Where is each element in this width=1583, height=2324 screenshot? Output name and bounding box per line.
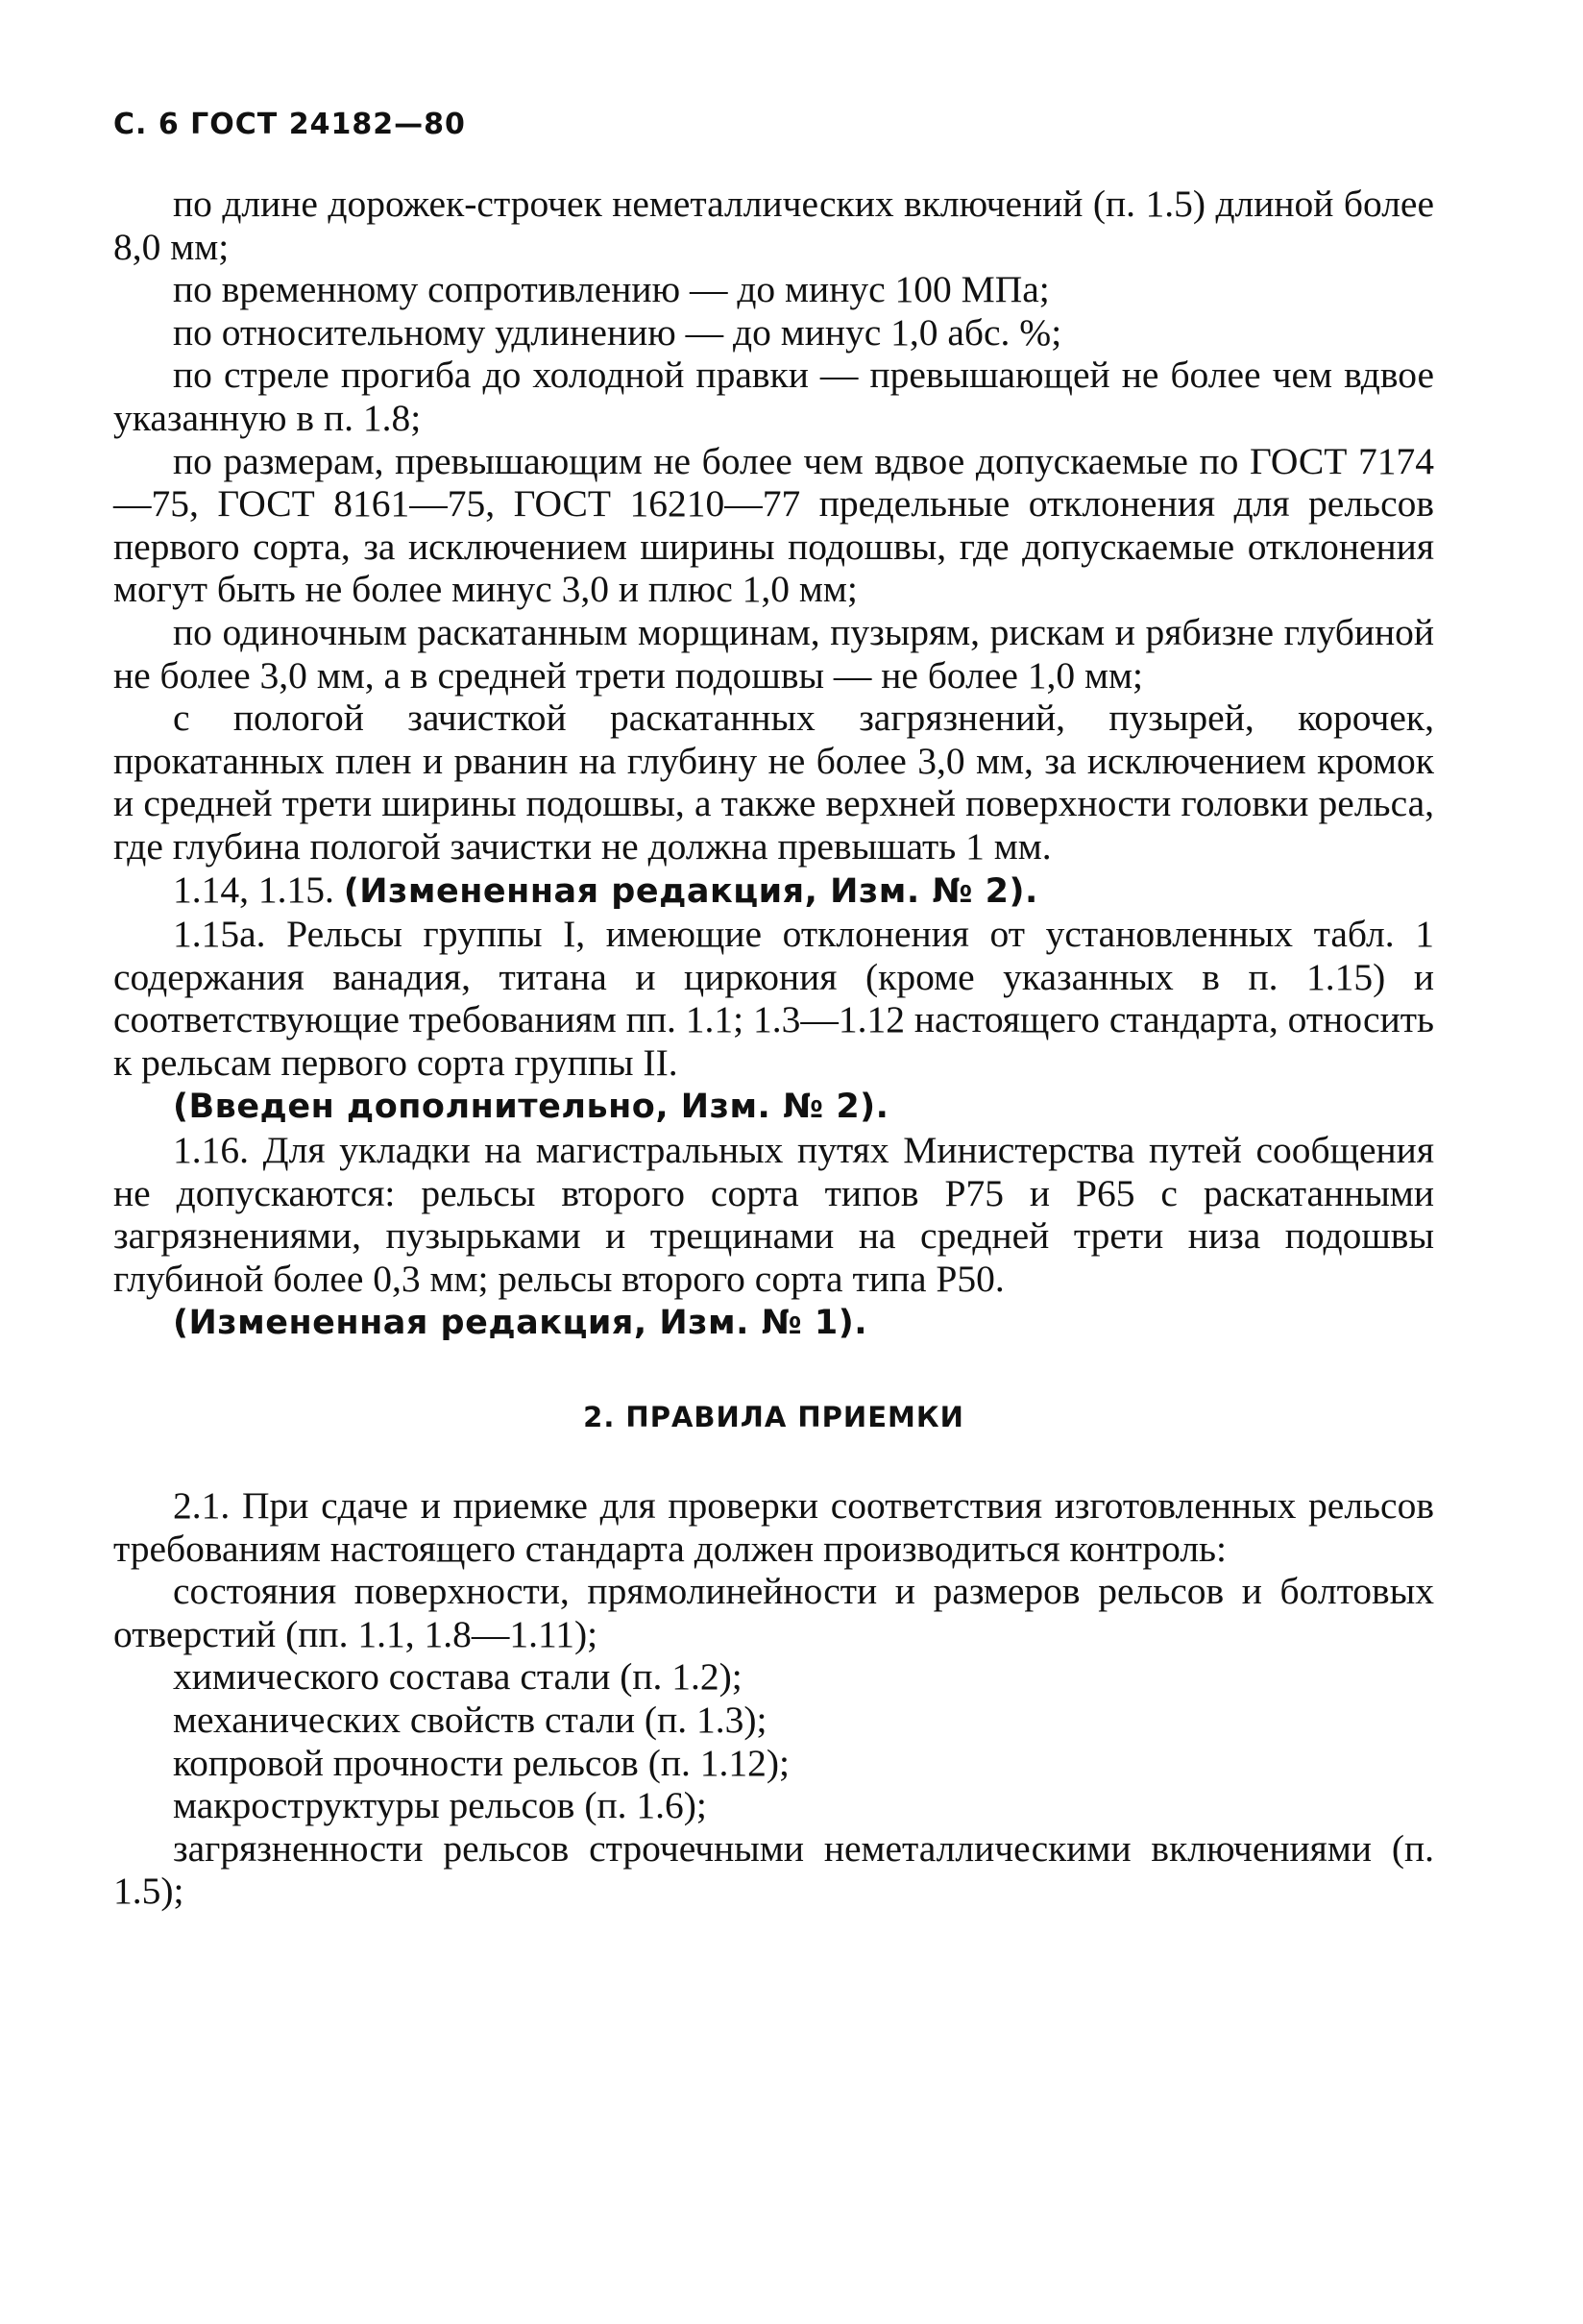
paragraph: по стреле прогиба до холодной правки — превышающей не более чем вдвое указанную в п. 1.8; [113,354,1434,439]
paragraph: по размерам, превышающим не более чем вдвое допускаемые по ГОСТ 7174—75, ГОСТ 8161—75, ГОСТ 16210—77 предельные отклонения для рельсов первого сорта, за исключением ширины подошвы, где допускаемые отклонения могут быть не более минус 3,0 и плюс 1,0 мм; [113,439,1434,611]
paragraph: с пологой зачисткой раскатанных загрязнений, пузырей, корочек, прокатанных плен и рванин на глубину не более 3,0 мм, за исключением кромок и средней трети ширины подошвы, а также верхней поверхности головки рельса, где глубина пологой зачистки не должна превышать 1 мм. [113,697,1434,868]
amendment-prefix: 1.14, 1.15. [173,868,344,911]
amendment-note: (Измененная редакция, Изм. № 1). [173,1304,868,1343]
paragraph: по относительному удлинению — до минус 1,0 абс. %; [173,310,1062,354]
amendment-line [113,868,1434,914]
page-header: С. 6 ГОСТ 24182—80 [113,108,466,141]
paragraph: по временному сопротивлению — до минус 100 МПа; [173,268,1050,311]
section-title: 2. ПРАВИЛА ПРИЕМКИ [583,1401,964,1434]
list-item: загрязненности рельсов строчечными неметаллическими включениями (п. 1.5); [113,1826,1434,1913]
paragraph: по длине дорожек-строчек неметаллических включений (п. 1.5) длиной более 8,0 мм; [113,183,1434,268]
paragraph: 2.1. При сдаче и приемке для проверки соответствия изготовленных рельсов требованиям настоящего стандарта должен производиться контроль: [113,1484,1434,1570]
paragraph-1-16: 1.16. Для укладки на магистральных путях Министерства путей сообщения не допускаются: рельсы второго сорта типов Р75 и Р65 с раскатанными загрязнениями, пузырьками и трещинами на средней трети низа подошвы глубиной более 0,3 мм; рельсы второго сорта типа Р50. [113,1129,1434,1300]
list-item: механических свойств стали (п. 1.3); [173,1699,767,1741]
amendment-note: (Введен дополнительно, Изм. № 2). [173,1088,889,1127]
amendment-line [113,1300,1434,1345]
amendment-line [113,1084,1434,1129]
amendment-note: (Измененная редакция, Изм. № 2). [343,871,1038,911]
list-item: копровой прочности рельсов (п. 1.12); [173,1741,790,1784]
list-item: состояния поверхности, прямолинейности и размеров рельсов и болтовых отверстий (пп. 1.1, 1.8—1.11); [113,1570,1434,1655]
list-item: химического состава стали (п. 1.2); [173,1655,743,1699]
list-item: макроструктуры рельсов (п. 1.6); [173,1784,707,1827]
paragraph: по одиночным раскатанным морщинам, пузырям, рискам и рябизне глубиной не более 3,0 мм, а в средней трети подошвы — не более 1,0 мм; [113,610,1434,697]
document-body [113,183,1434,1913]
paragraph-1-15a: 1.15а. Рельсы группы I, имеющие отклонения от установленных табл. 1 содержания ванадия, титана и циркония (кроме указанных в п. 1.15) и соответствующие требованиям пп. 1.1; 1.3—1.12 настоящего стандарта, относить к рельсам первого сорта группы II. [113,913,1434,1084]
